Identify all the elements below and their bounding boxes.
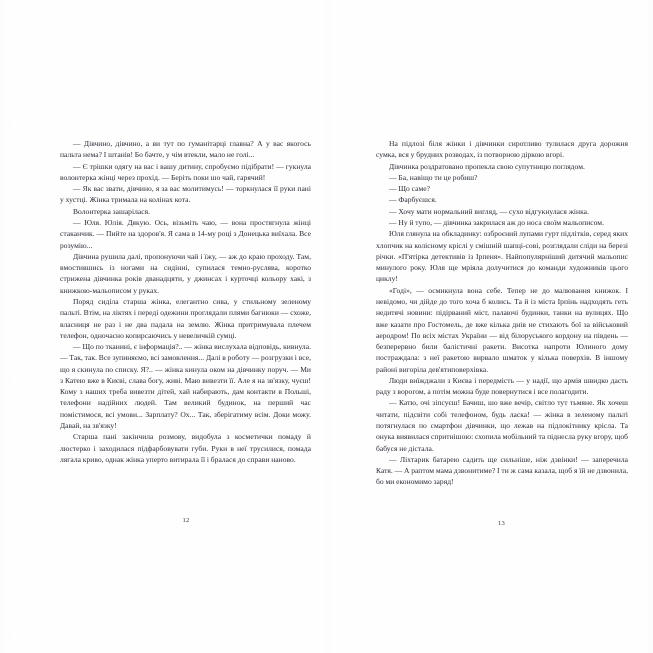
- paragraph: — Юля. Юлія. Дякую. Ось, візьміть чаю, — вона простягнула жінці стаканчик. — Пийте на здоров'я. Я сама в 14-му році з Донецька виїхала. Все розумію...: [60, 217, 311, 250]
- paragraph: — Що саме?: [389, 184, 430, 194]
- paragraph: — Як вас звати, дівчино, я за вас молитимусь! — торкнулася її руки пані у хустці. Жінка тримала на колінах кота.: [60, 184, 311, 205]
- paragraph: Люди виїжджали з Києва і передмість — у надії, що армія швидко дасть раду з ворогом, а потім можна буде повернутися і все полагодити.: [376, 375, 628, 397]
- paragraph: Поряд сиділа старша жінка, елегантно сива, у стильному зеленому пальті. Втім, на ліктях і переді одежини проглядали плями багнюки — схоже, власниця не раз і не два падала на землю. Жінка притримувала плечем телефон, одночасно копирсаючись у невеличкій сумці.: [60, 296, 311, 340]
- paragraph: — Ліхтарик батарею садить ще сильніше, ніж дзвінки! — заперечила Катя. — А раптом мама дзвонитиме? І ти ж сама казала, щоб я їй не дзвонила, бо ми економимо заряд!: [376, 454, 628, 487]
- paragraph: — Ну й тупо, — дівчинка закрилася аж до носа своїм мальописом.: [389, 217, 604, 227]
- left-page-text-column: [60, 138, 311, 465]
- paragraph: — Є трішки одягу на вас і вашу дитину, спробуємо підібрати! — гукнула волонтерка жінці через прохід. — Беріть поки шо чай, гарячий!: [60, 161, 311, 182]
- paragraph: Старша пані закінчила розмову, видобула з косметички помаду й люстерко і заходилася підфарбовувати губи. Руки в неї трусилися, помада лягала криво, однак жінка уперто витирала її і бралася до справи наново.: [60, 432, 311, 464]
- paragraph: — Ба, навіщо ти це робиш?: [389, 172, 478, 182]
- paragraph: Юля глянула на обкладинку: озброєний лупами гурт підлітків, серед яких хлопчик на колісному кріслі у смішній шапці-сові, розглядали сліди на березі річки. «П'ятірка детективів із Ірпеня». Найпопулярніший дитячий мальопис минулого року. Юля ще мріяла долучитися до команди художників цього циклу!: [376, 229, 628, 284]
- paragraph: — Хочу мати нормальний вигляд, — сухо відгукнулася жінка.: [389, 206, 589, 216]
- paragraph: — Дівчино, дівчино, а ви тут по гуманітарці главна? А у вас якогось пальта нема? І штанів! Бо бачте, у чім втекли, мало не голі...: [60, 139, 311, 160]
- paragraph: — Що по тканині, є інформація?.. — жінка вислухала відповідь, кивнула. — Так, так. Все зупиняємо, всі замовлення... Далі в роботу — розгрузки і все, що я скинула по списку. Я?.. — жінка кинула оком на дівчинку поруч. — Ми з Катею вже в Києві, слава богу, живі. Маю вивезти її. Але я на зв'язку, чуєш! Кому з наших треба вивезти дітей, хай набирають, дам контакти в Польші, телефони надійних людей. Там великий будинок, на перший час помістимося, всі умови... Зарплату? Ох... Так, зберігатиму всім. Доки можу. Давай, на зв'язку!: [60, 342, 311, 431]
- right-page-text-column: [376, 138, 628, 488]
- left-page: [0, 0, 326, 653]
- paragraph: — Фарбуєшся.: [389, 195, 437, 205]
- page-number-left: 12: [182, 517, 190, 524]
- paragraph: «Годі», — осмикнула вона себе. Тепер не до малювання книжок. І невідомо, чи дійде до того хоча б колись. Та й із міста Ірпінь надходять геть недитячі новини: підірваний міст, палаючі будинки, танки на вулицях. Що вже казати про Гостомель, де вже кілька днів не стихають бої за військовий аеродром! По всіх містах України — від білоруського кордону на південь — безперервно били балістичні ракети. Висотка напроти Юлиного дому постраждала: з неї ракетою вирвало шматок у кілька поверхів. В іншому районі вигоріла дев'ятиповерхівка.: [376, 285, 628, 374]
- paragraph: Дівчина рушила далі, пропонуючи чай і їжу, — аж до краю проходу. Там, вмостившись із ногами на сидінні, супилася темно-руслява, коротко стрижена дівчинка років дванадцяти, у джинсах і курточці кольору хакі, з книжкою-мальописом у руках.: [60, 251, 311, 295]
- right-page: [326, 0, 653, 653]
- paragraph: Дівчинка роздратовано пропекла свою супутницю поглядом.: [389, 161, 585, 171]
- paragraph: Волонтерка зашарілася.: [73, 206, 151, 216]
- paragraph: На підлозі біля жінки і дівчинки сиротливо тулилася друга дорожня сумка, вся у брудних розводах, із потворною діркою вгорі.: [376, 139, 628, 160]
- paragraph: — Катю, очі зіпсуєш! Бачиш, шо вже вечір, світло тут тьмяне. Як хочеш читати, підсвіти собі телефоном, будь ласка! — жінка в зеленому пальті потягнулася по смартфон дівчинки, що лежав на підлокітнику крісла. Та онука виявилася спритнішою: схопила мобільний та піднесла руку вгору, щоб бабуся не дістала.: [376, 398, 628, 453]
- page-number-right: 13: [498, 520, 505, 527]
